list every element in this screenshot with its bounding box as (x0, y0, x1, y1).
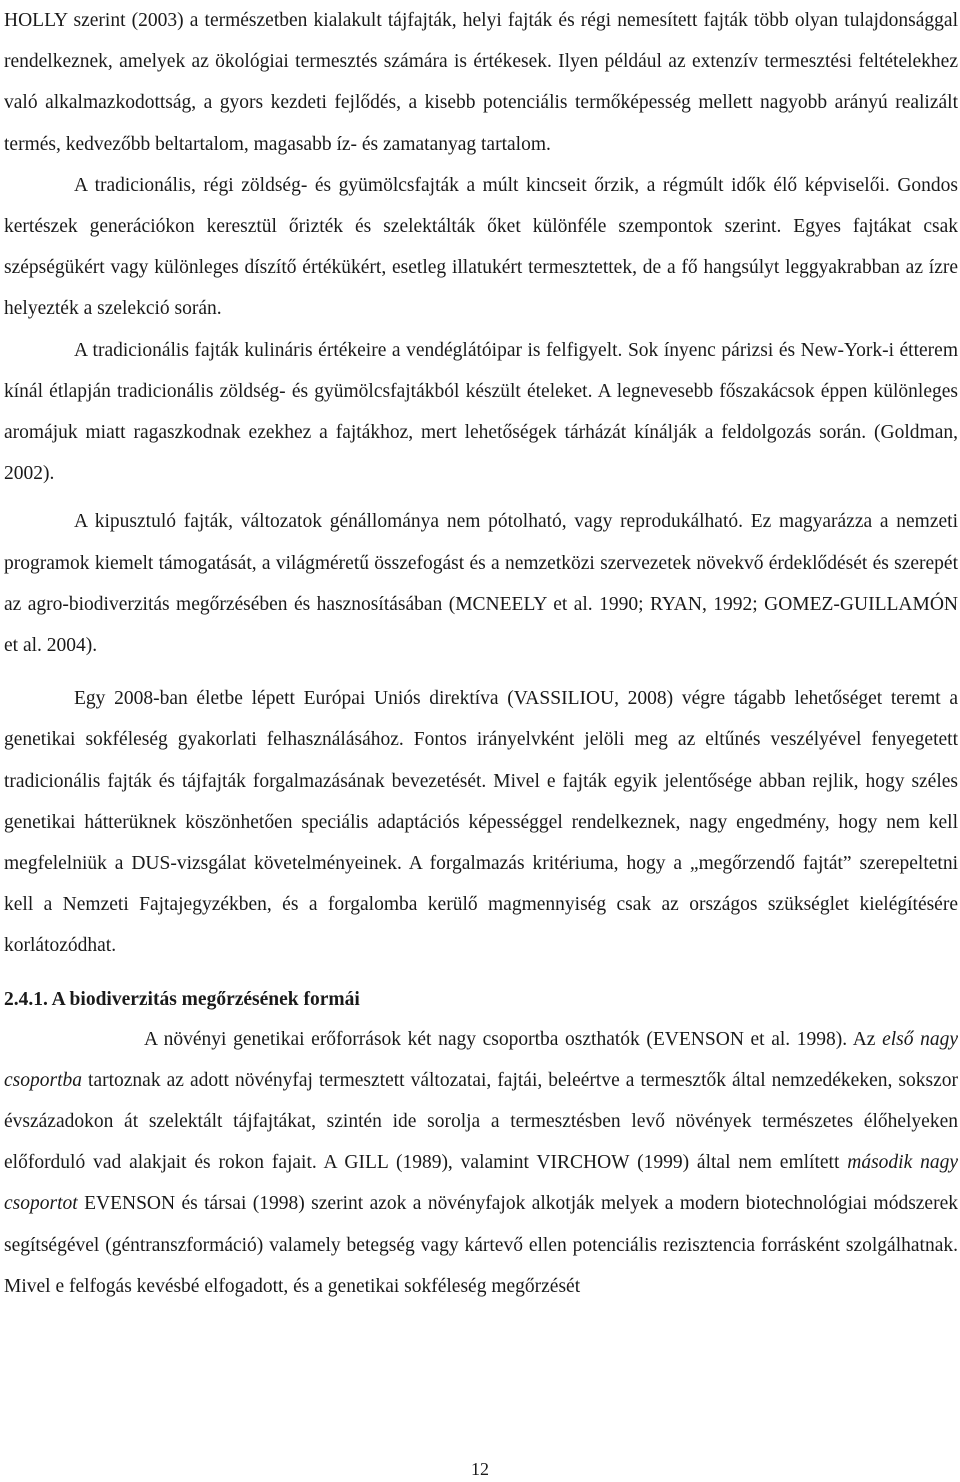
section-heading: 2.4.1. A biodiverzitás megőrzésének formái (4, 988, 360, 1010)
italic-first-group: első nagy csoportba (4, 1028, 958, 1091)
paragraph-text-part-1: A növényi genetikai erőforrások két nagy csoportba oszthatók (EVENSON et al. 1998). Az (144, 1028, 883, 1050)
paragraph-text-part-3: EVENSON és társai (1998) szerint azok a növényfajok alkotják melyek a modern biotechnológiai módszerek segítségével (géntranszformáció) valamely betegség vagy kártevő ellen potenciális rezisztencia forrásként szolgálhatnak. Mivel e felfogás kevésbé elfogadott, és a genetikai sokféleség megőrzését (4, 1193, 958, 1297)
paragraph-genetic-resources (4, 1019, 958, 1307)
paragraph-eu-directive: Egy 2008-ban életbe lépett Európai Uniós direktíva (VASSILIOU, 2008) végre tágabb lehetőséget teremt a genetikai sokféleség gyakorlati felhasználásához. Fontos irányelvként jelöli meg az eltűnés veszélyével fenyegetett tradicionális fajták és tájfajták forgalmazásának bevezetését. Mivel e fajták egyik jelentősége abban rejlik, hogy széles genetikai hátterüknek köszönhetően speciális adaptációs képességgel rendelkeznek, nagy engedmény, hogy nem kell megfelelniük a DUS-vizsgálat követelményeinek. A forgalmazás kritériuma, hogy a „megőrzendő fajtát” szerepeltetni kell a Nemzeti Fajtajegyzékben, és a forgalomba kerülő magmennyiség csak az országos szükséglet kielégítésére korlátozódhat. (4, 688, 958, 957)
document-page (4, 0, 958, 1307)
paragraph-culinary-value: A tradicionális fajták kulináris értékeire a vendéglátóipar is felfigyelt. Sok ínyenc párizsi és New-York-i étterem kínál étlapján tradicionális zöldség- és gyümölcsfajtákból készült ételeket. A legnevesebb főszakácsok éppen különleges aromájuk miatt ragaszkodnak ezekhez a fajtákhoz, mert lehetőségek tárházát kínálják a feldolgozás során. (Goldman, 2002). (4, 339, 958, 485)
paragraph-holly: HOLLY szerint (2003) a természetben kialakult tájfajták, helyi fajták és régi nemesített fajták több olyan tulajdonsággal rendelkeznek, amelyek az ökológiai termesztés számára is értékesek. Ilyen például az extenzív termesztési feltételekhez való alkalmazkodottság, a gyors kezdeti fejlődés, a kisebb potenciális termőképesség mellett nagyobb arányú realizált termés, kedvezőbb beltartalom, magasabb íz- és zamatanyag tartalom. (4, 10, 958, 155)
paragraph-traditional-varieties: A tradicionális, régi zöldség- és gyümölcsfajták a múlt kincseit őrzik, a régmúlt idők élő képviselői. Gondos kertészek generációkon keresztül őrizték és szelektálták őket különféle szempontok szerint. Egyes fajtákat csak szépségükért vagy különleges díszítő értékükért, esetleg illatukért termesztettek, de a fő hangsúlyt leggyakrabban az ízre helyezték a szelekció során. (4, 174, 958, 320)
paragraph-extinct-varieties: A kipusztuló fajták, változatok génállománya nem pótolható, vagy reprodukálható. Ez magyarázza a nemzeti programok kiemelt támogatását, a világméretű összefogást és a nemzetközi szervezetek növekvő érdeklődését és szerepét az agro-biodiverzitás megőrzésében és hasznosításában (MCNEELY et al. 1990; RYAN, 1992; GOMEZ-GUILLAMÓN et al. 2004). (4, 511, 958, 657)
italic-second-group: második nagy csoportot (4, 1152, 958, 1215)
page-number: 12 (471, 1459, 489, 1479)
paragraph-text-part-2: tartoznak az adott növényfaj termesztett változatai, fajtái, beleértve a termesztők által nemzedékeken, sokszor évszázadokon át szelektált tájfajtákat, szintén ide sorolja a termesztésben levő növények természetes élőhelyeken előforduló vad alakjait és rokon fajait. A GILL (1989), valamint VIRCHOW (1999) által nem említett (4, 1069, 958, 1174)
